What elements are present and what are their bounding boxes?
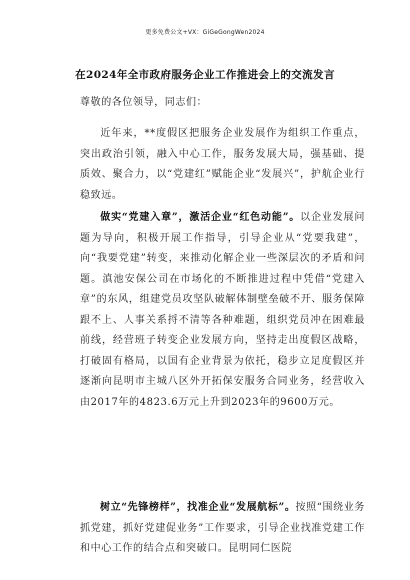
paragraph-intro: [80, 124, 365, 206]
paragraph-heading: 树立“先锋榜样”，找准企业“发展航标”。: [100, 502, 296, 513]
paragraph-heading: 做实“党建入章”，激活企业“红色动能”。: [100, 212, 301, 223]
paragraph-party-charter: [80, 208, 365, 413]
paragraph-text: 以企业发展问题为导向，积极开展工作指导，引导企业从“党要我建”，向“我要党建”转变，来推动化解企业一些深层次的矛盾和问题。滇池安保公司在市场化的不断推进过程中凭借“党建入章”的东风，组建党员攻坚队破解体制壁垒破不开、服务保障跟不上、人事关系捋不清等各种难题，组织党员冲在困难最前线，经营班子转变企业发展方向，坚持走出度假区战略，打破固有格局，以国有企业背景为依托，稳步立足度假区并逐渐向昆明市主城八区外开拓保安服务合同业务，经营收入由2017年的4823.6万元上升到2023年的9600万元。: [80, 212, 365, 408]
paragraph-text: 按照“围绕业务抓党建，抓好党建促业务”工作要求，引导企业找准党建工作和中心工作的结合点和突破口。昆明同仁医院: [80, 502, 365, 554]
salutation: 尊敬的各位领导，同志们：: [80, 97, 208, 108]
page-header: 更多免费公文+VX：GiGeGongWen2024: [145, 29, 265, 36]
paragraph-pioneer: [80, 498, 365, 560]
document-title: 在2024年全市政府服务企业工作推进会上的交流发言: [75, 69, 335, 81]
paragraph-text: 近年来，**度假区把服务企业发展作为组织工作重点，突出政治引领，融入中心工作，服务发展大局，强基础、提质效、聚合力，以“党建红”赋能企业“发展兴”，护航企业行稳致远。: [80, 128, 365, 201]
